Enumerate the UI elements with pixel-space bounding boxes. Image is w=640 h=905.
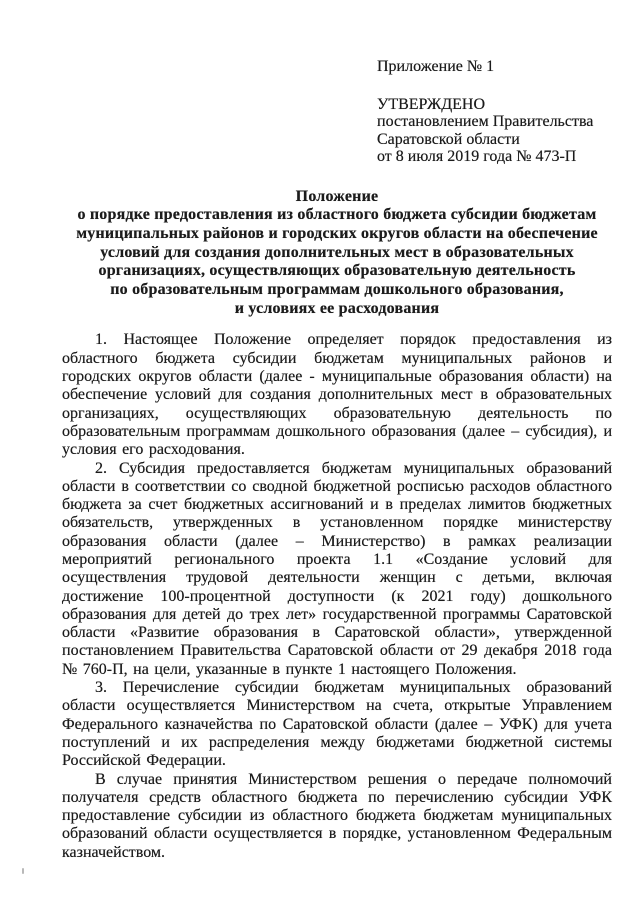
approved-label: УТВЕРЖДЕНО	[377, 95, 486, 113]
appendix-label: Приложение № 1	[377, 58, 495, 75]
title-line: муниципальных районов и городских округов области на обеспечение	[76, 224, 598, 242]
document-title	[62, 188, 612, 319]
scan-artifact	[22, 868, 24, 874]
approval-line-region: Саратовской области	[377, 130, 520, 148]
paragraph-4: В случае принятия Министерством решения о передаче полномочий получателя средств областного бюджета по перечислению субсидии УФК предоставление субсидии из областного бюджета бюджетам муниципальных образований области осуществляется в порядке, установленном Федеральным казначейством.	[62, 770, 612, 861]
paragraph-2: 2. Субсидия предоставляется бюджетам муниципальных образований области в соответствии со сводной бюджетной росписью расходов областного бюджета за счет бюджетных ассигнований и в пределах лимитов бюджетных обязательств, утвержденных в установленном порядке министерству образования области (далее – Министерство) в рамках реализации мероприятий регионального проекта 1.1 «Создание условий для осуществления трудовой деятельности женщин с детьми, включая достижение 100-процентной доступности (к 2021 году) дошкольного образования для детей до трех лет» государственной программы Саратовской области «Развитие образования в Саратовской области», утвержденной постановлением Правительства Саратовской области от 29 декабря 2018 года № 760-П, на цели, указанные в пункте 1 настоящего Положения.	[62, 459, 612, 678]
title-line: о порядке предоставления из областного бюджета субсидии бюджетам	[77, 206, 597, 224]
title-line: условий для создания дополнительных мест в образовательных	[100, 243, 574, 261]
title-line: организациях, осуществляющих образовательную деятельность	[98, 262, 576, 280]
title-line: по образовательным программам дошкольного образования,	[110, 281, 564, 299]
title-line: и условиях ее расходования	[234, 299, 440, 317]
approval-line-date-number: от 8 июля 2019 года № 473-П	[377, 148, 577, 165]
document-body	[62, 331, 612, 862]
title-line: Положение	[295, 187, 379, 205]
approval-block	[377, 58, 612, 166]
paragraph-1: 1. Настоящее Положение определяет порядок предоставления из областного бюджета субсидии бюджетам муниципальных районов и городских округов области (далее - муниципальные образования области) на обеспечение условий для создания дополнительных мест в образовательных организациях, осуществляющих образовательную деятельность по образовательным программам дошкольного образования (далее – субсидия), и условия его расходования.	[62, 331, 612, 459]
paragraph-3: 3. Перечисление субсидии бюджетам муниципальных образований области осуществляется Министерством на счета, открытые Управлением Федерального казначейства по Саратовской области (далее – УФК) для учета поступлений и их распределения между бюджетами бюджетной системы Российской Федерации.	[62, 679, 612, 770]
approval-line-resolution: постановлением Правительства	[377, 113, 594, 130]
